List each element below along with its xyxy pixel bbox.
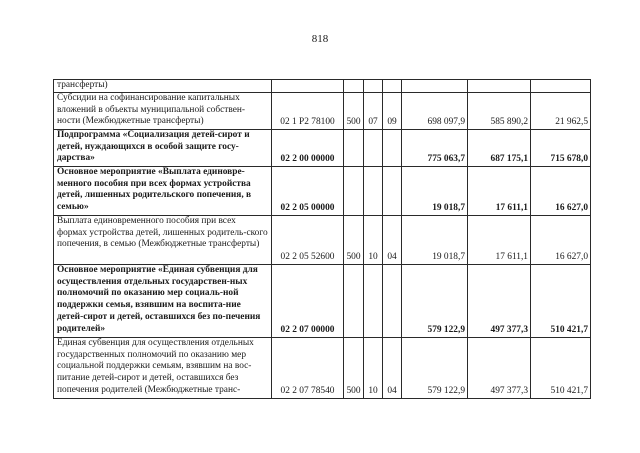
row-section-cell: 10: [364, 216, 383, 265]
row-amount-year2-cell: [468, 80, 531, 93]
page-number: 818: [311, 33, 329, 45]
row-subsection-cell: [383, 167, 402, 216]
row-amount-year3-cell: 510 421,7: [531, 265, 591, 338]
row-section-cell: [364, 130, 383, 167]
budget-table: [53, 79, 591, 399]
row-section-cell: [364, 80, 383, 93]
row-code-cell: 02 2 05 52600: [272, 216, 344, 265]
row-group-cell: [344, 167, 364, 216]
row-subsection-cell: 04: [383, 216, 402, 265]
table-row: [54, 265, 591, 338]
row-code-cell: 02 2 07 00000: [272, 265, 344, 338]
table-row: [54, 93, 591, 130]
row-name-cell: Субсидии на софинансирование капитальных вложений в объекты муниципальной собствен-ности (Межбюджетные трансферты): [54, 93, 272, 130]
row-group-cell: [344, 130, 364, 167]
table-row: [54, 167, 591, 216]
row-name-cell: Основное мероприятие «Выплата единовре-менного пособия при всех формах устройства детей, лишенных родительского попечения, в семью»: [54, 167, 272, 216]
row-amount-year3-cell: 16 627,0: [531, 216, 591, 265]
row-amount-year1-cell: [402, 80, 468, 93]
row-group-cell: 500: [344, 338, 364, 399]
row-amount-year3-cell: 16 627,0: [531, 167, 591, 216]
row-name-cell: Единая субвенция для осуществления отдельных государственных полномочий по оказанию мер социальной поддержки семьям, взявшим на вос-питание детей-сирот и детей, оставшихся без попечения родителей (Межбюджетные транс-: [54, 338, 272, 399]
row-code-cell: 02 2 07 78540: [272, 338, 344, 399]
row-amount-year3-cell: 21 962,5: [531, 93, 591, 130]
row-subsection-cell: [383, 130, 402, 167]
row-amount-year2-cell: 17 611,1: [468, 167, 531, 216]
row-code-cell: [272, 80, 344, 93]
row-name-cell: Выплата единовременного пособия при всех формах устройства детей, лишенных родитель-ского попечения, в семью (Межбюджетные трансферты): [54, 216, 272, 265]
row-group-cell: 500: [344, 93, 364, 130]
table-row: [54, 130, 591, 167]
row-section-cell: [364, 167, 383, 216]
row-amount-year3-cell: 715 678,0: [531, 130, 591, 167]
row-amount-year2-cell: 687 175,1: [468, 130, 531, 167]
row-name-cell: трансферты): [54, 80, 272, 93]
row-amount-year3-cell: [531, 80, 591, 93]
row-amount-year1-cell: 19 018,7: [402, 216, 468, 265]
row-amount-year1-cell: 579 122,9: [402, 338, 468, 399]
row-code-cell: 02 1 P2 78100: [272, 93, 344, 130]
row-subsection-cell: [383, 80, 402, 93]
row-amount-year1-cell: 19 018,7: [402, 167, 468, 216]
row-amount-year1-cell: 775 063,7: [402, 130, 468, 167]
row-group-cell: [344, 265, 364, 338]
table-row: [54, 216, 591, 265]
row-group-cell: 500: [344, 216, 364, 265]
row-subsection-cell: [383, 265, 402, 338]
row-name-cell: Подпрограмма «Социализация детей-сирот и детей, нуждающихся в особой защите госу-дарства»: [54, 130, 272, 167]
table-row: [54, 80, 591, 93]
row-amount-year3-cell: 510 421,7: [531, 338, 591, 399]
row-amount-year2-cell: 17 611,1: [468, 216, 531, 265]
row-subsection-cell: 04: [383, 338, 402, 399]
row-amount-year2-cell: 497 377,3: [468, 338, 531, 399]
row-code-cell: 02 2 00 00000: [272, 130, 344, 167]
row-subsection-cell: 09: [383, 93, 402, 130]
row-amount-year1-cell: 698 097,9: [402, 93, 468, 130]
row-section-cell: [364, 265, 383, 338]
row-section-cell: 10: [364, 338, 383, 399]
row-name-cell: Основное мероприятие «Единая субвенция для осуществления отдельных государствен-ных полномочий по оказанию мер социаль-ной поддержки семья, взявшим на воспита-ние детей-сирот и детей, оставшихся без по-печения родителей»: [54, 265, 272, 338]
row-section-cell: 07: [364, 93, 383, 130]
row-amount-year2-cell: 585 890,2: [468, 93, 531, 130]
row-amount-year1-cell: 579 122,9: [402, 265, 468, 338]
row-group-cell: [344, 80, 364, 93]
row-code-cell: 02 2 05 00000: [272, 167, 344, 216]
table-row: [54, 338, 591, 399]
row-amount-year2-cell: 497 377,3: [468, 265, 531, 338]
